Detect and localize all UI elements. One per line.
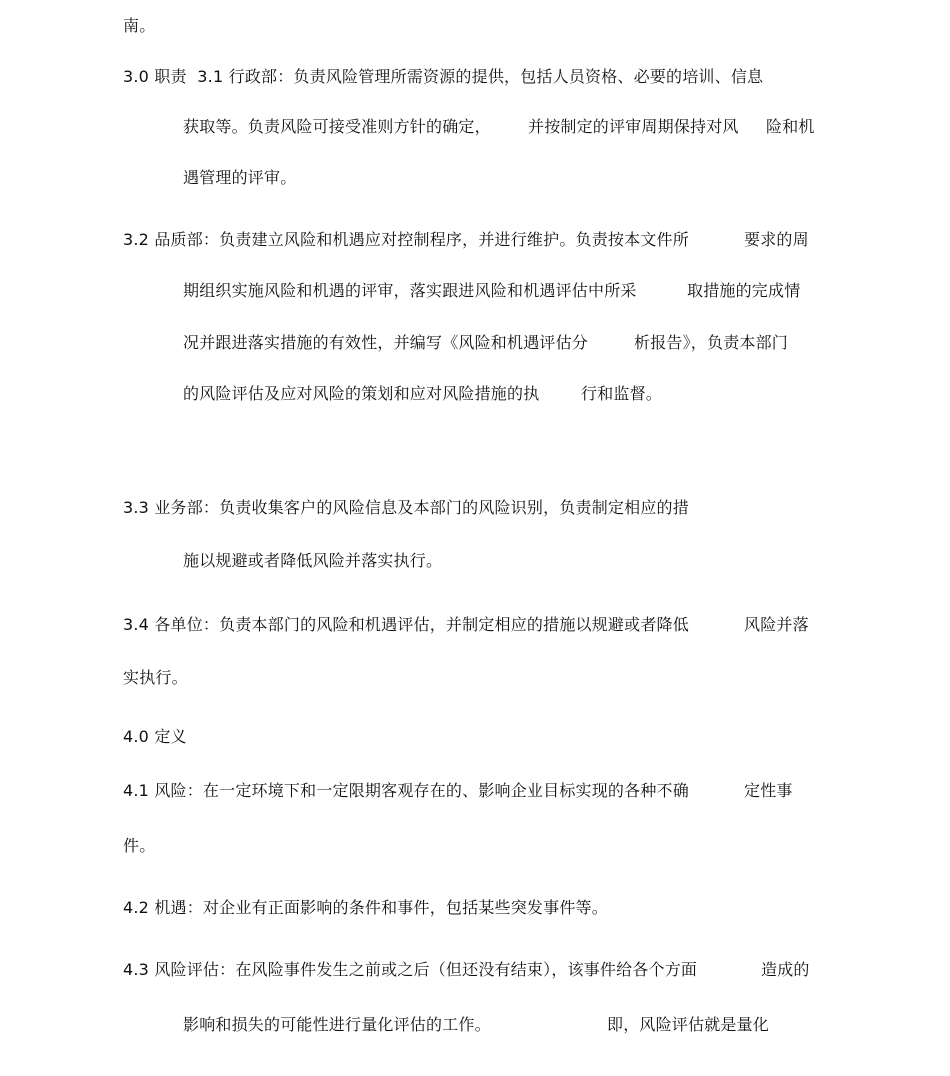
text-line: 定性事 xyxy=(744,781,793,800)
text-line: 3.4 各单位：负责本部门的风险和机遇评估，并制定相应的措施以规避或者降低 xyxy=(123,615,689,634)
text-line: 造成的 xyxy=(761,960,810,979)
text-line: 并按制定的评审周期保持对风 xyxy=(528,117,739,136)
text-line: 取措施的完成情 xyxy=(687,281,801,300)
text-line: 3.3 业务部：负责收集客户的风险信息及本部门的风险识别，负责制定相应的措 xyxy=(123,498,689,517)
text-line: 4.3 风险评估：在风险事件发生之前或之后（但还没有结束），该事件给各个方面 xyxy=(123,960,698,979)
text-line: 3.2 品质部：负责建立风险和机遇应对控制程序，并进行维护。负责按本文件所 xyxy=(123,230,689,249)
text-line: 3.0 职责 3.1 行政部：负责风险管理所需资源的提供，包括人员资格、必要的培训、信息 xyxy=(123,67,764,86)
text-line: 行和监督。 xyxy=(581,384,663,403)
text-line: 即，风险评估就是量化 xyxy=(607,1015,770,1034)
section-heading: 4.0 定义 xyxy=(123,727,187,746)
text-line: 件。 xyxy=(123,836,156,855)
text-line: 影响和损失的可能性进行量化评估的工作。 xyxy=(183,1015,491,1034)
text-line: 析报告》，负责本部门 xyxy=(634,333,789,352)
text-line: 4.1 风险：在一定环境下和一定限期客观存在的、影响企业目标实现的各种不确 xyxy=(123,781,689,800)
text-line: 施以规避或者降低风险并落实执行。 xyxy=(183,551,443,570)
text-line: 4.2 机遇：对企业有正面影响的条件和事件，包括某些突发事件等。 xyxy=(123,898,608,917)
text-line: 况并跟进落实措施的有效性，并编写《风险和机遇评估分 xyxy=(183,333,589,352)
text-line: 南。 xyxy=(123,16,156,35)
text-line: 要求的周 xyxy=(744,230,809,249)
text-line: 获取等。负责风险可接受准则方针的确定， xyxy=(183,117,491,136)
text-line: 险和机 xyxy=(766,117,815,136)
text-line: 期组织实施风险和机遇的评审，落实跟进风险和机遇评估中所采 xyxy=(183,281,637,300)
text-line: 遇管理的评审。 xyxy=(183,168,297,187)
text-line: 风险并落 xyxy=(744,615,809,634)
text-line: 实执行。 xyxy=(123,668,188,687)
text-line: 的风险评估及应对风险的策划和应对风险措施的执 xyxy=(183,384,540,403)
